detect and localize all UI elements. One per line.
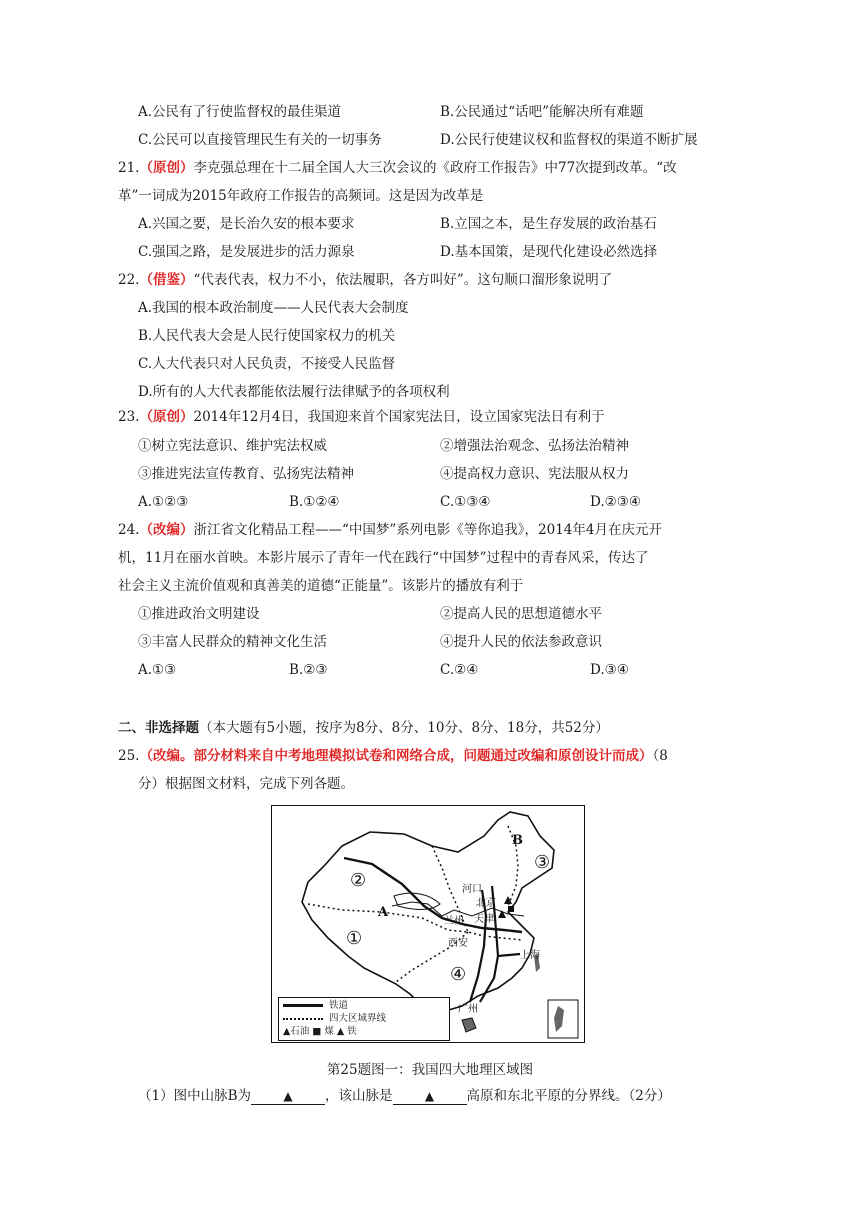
q25-tag: （改编。部分材料来自中考地理模拟试卷和网络合成，问题通过改编和原创设计而成） — [139, 748, 653, 764]
section-2-desc: （本大题有5小题，按序为8分、8分、10分、8分、18分，共52分） — [199, 720, 609, 736]
q22-text1: “代表代表，权力不小，依法履职，各方叫好”。这句顺口溜形象说明了 — [193, 272, 613, 288]
q21-text1: 李克强总理在十二届全国人大三次会议的《政府工作报告》中77次提到改革。“改 — [193, 160, 677, 176]
legend-boundary — [283, 1013, 386, 1024]
q24-tag: （改编） — [139, 522, 194, 538]
q24-option-d: D.③④ — [590, 662, 629, 678]
q24-line3: 社会主义主流价值观和真善美的道德“正能量”。该影片的播放有利于 — [118, 578, 524, 594]
legend-railway-label: 铁道 — [329, 1000, 349, 1011]
label-guangzhou: 广州 — [458, 1004, 478, 1015]
label-xian: 西安 — [448, 938, 468, 949]
q20-option-c: C.公民可以直接管理民生有关的一切事务 — [138, 132, 382, 148]
legend-railway-swatch — [283, 1004, 323, 1007]
answer-blank-1[interactable] — [251, 1088, 325, 1105]
q25-sub1-text-b: ，该山脉是 — [325, 1088, 393, 1104]
q23-text1: 2014年12月4日，我国迎来首个国家宪法日，设立国家宪法日有利于 — [193, 409, 605, 425]
q24-number: 24. — [118, 522, 140, 538]
q21-option-c: C.强国之路，是发展进步的活力源泉 — [138, 244, 355, 260]
q24-option-b: B.②③ — [289, 662, 328, 678]
q21-option-a: A.兴国之要，是长治久安的根本要求 — [138, 216, 355, 232]
q25-line2: 分）根据图文材料，完成下列各题。 — [138, 776, 354, 792]
label-b: B — [512, 833, 523, 848]
label-lanzhou: 兰州 — [444, 916, 464, 927]
q22-number: 22. — [118, 272, 140, 288]
section-2-heading — [118, 718, 609, 738]
q24-option-c: C.②④ — [440, 662, 479, 678]
blank-1-marker: ▲ — [283, 1089, 293, 1103]
basin-outline — [394, 893, 440, 909]
q24-option-a: A.①③ — [138, 662, 177, 678]
q23-number: 23. — [118, 409, 140, 425]
label-tianjin: 天津 — [474, 914, 494, 925]
q23-option-b: B.①②④ — [289, 494, 340, 510]
q21-tag: （原创） — [139, 160, 194, 176]
legend-boundary-label: 四大区域界线 — [329, 1013, 387, 1024]
q23-statement-1: ①树立宪法意识、维护宪法权威 — [138, 438, 327, 454]
q21-option-d: D.基本国策，是现代化建设必然选择 — [440, 244, 658, 260]
q25-sub1-text-a: （1）图中山脉B为 — [138, 1088, 252, 1104]
legend-resources: ▲石油 ■ 煤 ▲ 铁 — [283, 1026, 357, 1037]
china-four-regions-map — [271, 805, 585, 1043]
q22-option-a: A.我国的根本政治制度——人民代表大会制度 — [138, 300, 409, 316]
q23-statement-3: ③推进宪法宣传教育、弘扬宪法精神 — [138, 466, 354, 482]
q23-option-a: A.①②③ — [138, 494, 189, 510]
q20-option-a: A.公民有了行使监督权的最佳渠道 — [138, 104, 342, 120]
q25-score: （8 — [652, 748, 668, 764]
q22-option-b: B.人民代表大会是人民行使国家权力的机关 — [138, 328, 396, 344]
region-3-label: ③ — [534, 852, 551, 873]
region-1-label: ① — [346, 928, 363, 949]
q23-tag: （原创） — [139, 409, 194, 425]
q23-option-c: C.①③④ — [440, 494, 491, 510]
q22-tag: （借鉴） — [139, 272, 194, 288]
label-shanghai: 上海 — [520, 950, 540, 961]
region-2-label: ② — [350, 870, 367, 891]
q24-statement-1: ①推进政治文明建设 — [138, 606, 260, 622]
q25-line1 — [118, 746, 668, 766]
map-legend — [278, 997, 450, 1041]
label-beijing: 北京 — [476, 898, 496, 909]
blank-2-marker: ▲ — [424, 1089, 435, 1103]
q20-option-d: D.公民行使建议权和监督权的渠道不断扩展 — [440, 132, 698, 148]
south-sea-inset — [548, 1000, 578, 1038]
q24-line2: 机，11月在丽水首映。本影片展示了青年一代在践行“中国梦”过程中的青春风采，传达了 — [118, 550, 649, 566]
coal-marker — [508, 906, 514, 912]
hainan-island — [462, 1018, 476, 1032]
legend-boundary-swatch — [283, 1018, 323, 1020]
q24-line1 — [118, 520, 662, 540]
q21-option-b: B.立国之本，是生存发展的政治基石 — [440, 216, 657, 232]
q20-option-b: B.公民通过“话吧”能解决所有难题 — [440, 104, 644, 120]
q23-line1 — [118, 407, 605, 427]
q22-line1 — [118, 270, 612, 290]
railway-4 — [498, 954, 520, 956]
label-hekou: 河口 — [462, 884, 482, 895]
figure-caption: 第25题图一：我国四大地理区域图 — [326, 1062, 534, 1078]
q21-line1 — [118, 158, 677, 178]
q24-statement-4: ④提升人民的依法参政意识 — [440, 634, 602, 650]
q23-option-d: D.②③④ — [590, 494, 641, 510]
inset-islands — [554, 1006, 564, 1032]
q21-line2: 革”一词成为2015年政府工作报告的高频词。这是因为改革是 — [118, 188, 484, 204]
section-2-title: 二、非选择题 — [118, 720, 199, 736]
q23-statement-2: ②增强法治观念、弘扬法治精神 — [440, 438, 629, 454]
q21-number: 21. — [118, 160, 140, 176]
q24-text1: 浙江省文化精品工程——“中国梦”系列电影《等你追我》，2014年4月在庆元开 — [193, 522, 662, 538]
legend-railway — [283, 1000, 348, 1011]
region-4-label: ④ — [450, 964, 467, 985]
label-a: A — [378, 905, 389, 920]
q25-sub1 — [138, 1086, 671, 1106]
q24-statement-3: ③丰富人民群众的精神文化生活 — [138, 634, 327, 650]
q25-number: 25. — [118, 748, 140, 764]
q22-option-c: C.人大代表只对人民负责，不接受人民监督 — [138, 356, 396, 372]
q22-option-d: D.所有的人大代表都能依法履行法律赋予的各项权利 — [138, 384, 450, 400]
q23-statement-4: ④提高权力意识、宪法服从权力 — [440, 466, 629, 482]
answer-blank-2[interactable] — [393, 1088, 467, 1105]
q24-statement-2: ②提高人民的思想道德水平 — [440, 606, 602, 622]
q25-sub1-text-c: 高原和东北平原的分界线。（2分） — [466, 1088, 671, 1104]
